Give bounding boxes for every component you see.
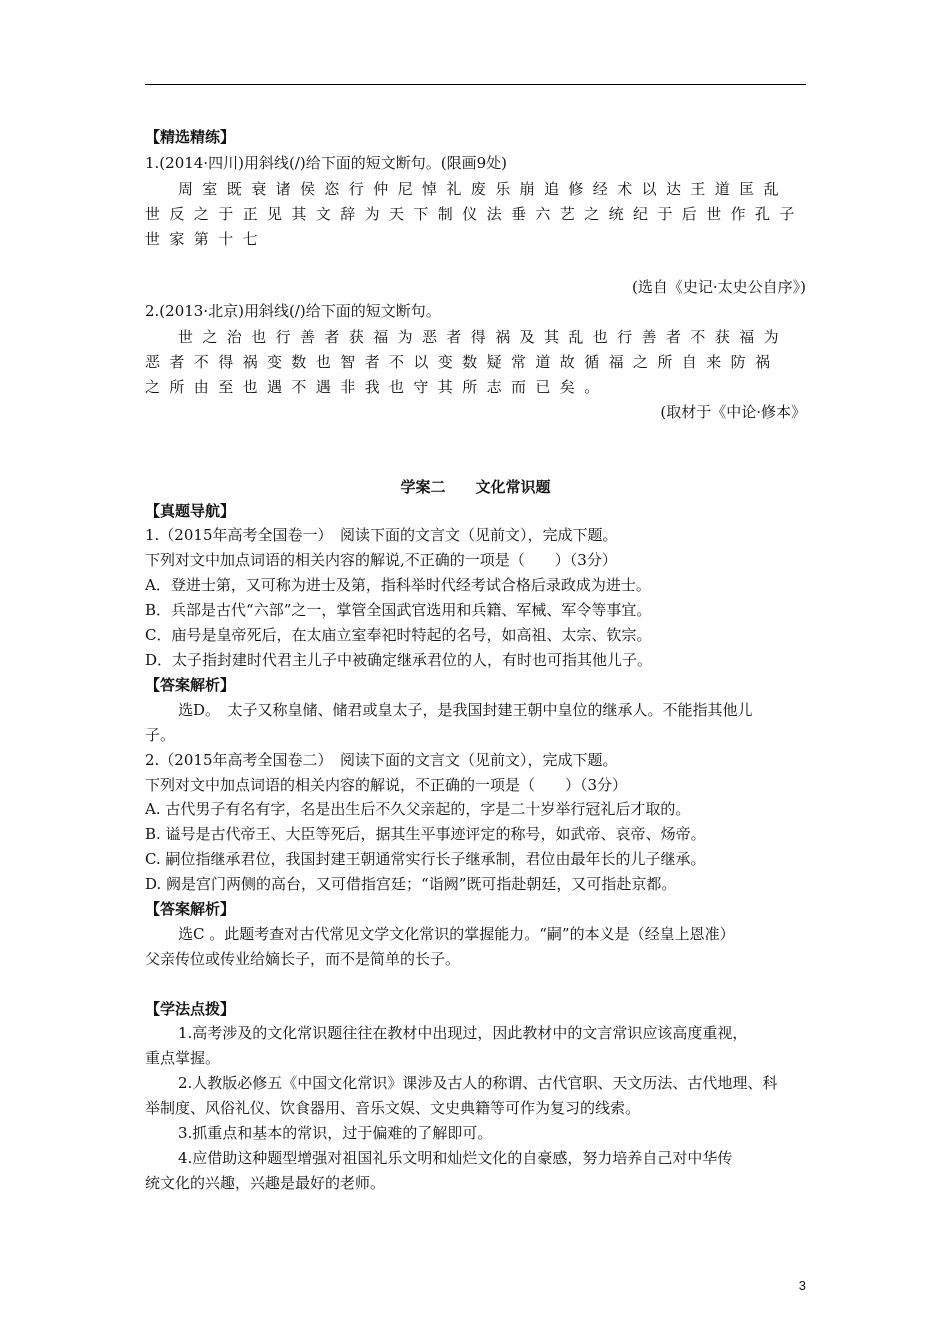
q1-option-c: C．庙号是皇帝死后，在太庙立室奉祀时特起的名号，如高祖、太宗、钦宗。: [145, 626, 652, 644]
question-1-text-line: 世家第十七: [145, 230, 268, 248]
section-heading-real-questions: 【真题导航】: [145, 502, 236, 520]
header-rule: [145, 84, 806, 85]
question-1-text-line: 周室既衰诸侯恣行仲尼悼礼废乐崩追修经术以达王道匡乱: [178, 180, 789, 198]
question-2-text-line: 恶者不得祸变数也智者不以变数疑常道故循福之所自来防祸: [145, 353, 780, 371]
question-2-source: (取材于《中论·修本》: [660, 403, 806, 421]
q2-stem: 下列对文中加点词语的相关内容的解说，不正确的一项是（ ）（3分）: [145, 776, 628, 794]
method-line: 统文化的兴趣，兴趣是最好的老师。: [145, 1174, 386, 1192]
question-1-source: (选自《史记·太史公自序》): [632, 278, 806, 296]
q2-title: 2.（2015年高考全国卷二） 阅读下面的文言文（见前文），完成下题。: [145, 751, 618, 769]
q1-answer-heading: 【答案解析】: [145, 676, 236, 694]
method-line: 重点掌握。: [145, 1049, 221, 1067]
q1-option-d: D．太子指封建时代君主儿子中被确定继承君位的人，有时也可指其他儿子。: [145, 651, 653, 669]
q2-answer-heading: 【答案解析】: [145, 900, 236, 918]
method-line: 3.抓重点和基本的常识，过于偏难的了解即可。: [178, 1124, 493, 1142]
method-line: 举制度、风俗礼仪、饮食器用、音乐文娱、文史典籍等可作为复习的线索。: [145, 1099, 641, 1117]
q2-option-a: A. 古代男子有名有字，名是出生后不久父亲起的，字是二十岁举行冠礼后才取的。: [145, 800, 691, 818]
question-2-text-line: 之所由至也遇不遇非我也守其所志而已矣。: [145, 378, 609, 396]
question-1-title: 1.(2014·四川)用斜线(/)给下面的短文断句。(限画9处): [145, 154, 507, 172]
method-line: 1.高考涉及的文化常识题往往在教材中出现过，因此教材中的文言常识应该高度重视，: [178, 1024, 748, 1042]
q1-title: 1.（2015年高考全国卷一） 阅读下面的文言文（见前文），完成下题。: [145, 526, 618, 544]
method-line: 4.应借助这种题型增强对祖国礼乐文明和灿烂文化的自豪感，努力培养自己对中华传: [178, 1149, 733, 1167]
section-heading-practice: 【精选精练】: [145, 128, 236, 146]
q1-option-a: A．登进士第，又可称为进士及第，指科举时代经考试合格后录政成为进士。: [145, 576, 651, 594]
question-1-text-line: 世反之于正见其文辞为天下制仪法垂六艺之统纪于后世作孔子: [145, 205, 804, 223]
q2-option-b: B. 谥号是古代帝王、大臣等死后，据其生平事迹评定的称号，如武帝、哀帝、炀帝。: [145, 825, 706, 843]
page-number: 3: [798, 1278, 806, 1293]
q1-stem: 下列对文中加点词语的相关内容的解说,不正确的一项是（ ）（3分）: [145, 551, 617, 569]
method-line: 2.人教版必修五《中国文化常识》课涉及古人的称谓、古代官职、天文历法、古代地理、科: [178, 1074, 778, 1092]
q1-option-b: B．兵部是古代“六部”之一，掌管全国武官选用和兵籍、军械、军令等事宜。: [145, 601, 652, 619]
q1-answer-line: 子。: [145, 726, 176, 744]
question-2-text-line: 世之治也行善者获福为恶者得祸及其乱也行善者不获福为: [178, 328, 789, 346]
q2-option-c: C. 嗣位指继承君位，我国封建王朝通常实行长子继承制，君位由最年长的儿子继承。: [145, 850, 706, 868]
q2-answer-line: 父亲传位或传业给嫡长子，而不是简单的长子。: [145, 950, 461, 968]
question-2-title: 2.(2013·北京)用斜线(/)给下面的短文断句。: [145, 302, 441, 320]
q2-option-d: D. 阙是宫门两侧的高台，又可借指宫廷；“诣阙”既可指赴朝廷，又可指赴京都。: [145, 875, 677, 893]
section-heading-method: 【学法点拨】: [145, 1000, 236, 1018]
q2-answer-line: 选C 。此题考查对古代常见文学文化常识的掌握能力。“嗣”的本义是（经皇上恩准）: [178, 925, 735, 943]
section-title: 学案二 文化常识题: [400, 478, 551, 496]
q1-answer-line: 选D。 太子又称皇储、储君或皇太子，是我国封建王朝中皇位的继承人。不能指其他儿: [178, 701, 753, 719]
